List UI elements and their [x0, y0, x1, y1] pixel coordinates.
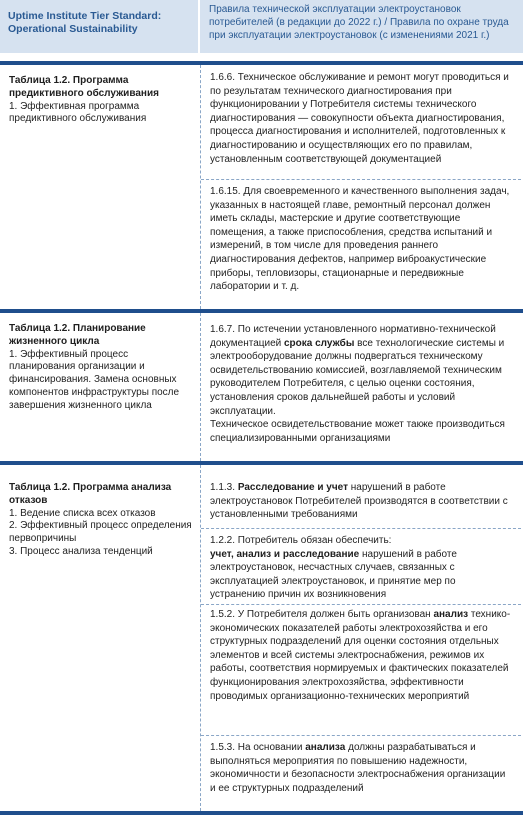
- row-title: Таблица 1.2. Планирование жизненного цикла: [9, 323, 146, 347]
- rule-cell: 1.6.6. Техническое обслуживание и ремонт могут проводиться и по результатам технического диагностирования при функционировании у Потребителя системы технического диагностирования — совокупности объекта диагностирования, процесса диагностирования и исполнителей, подготовленных к диагностированию и осуществляющих его по правилам, установленным соответствующей документацией: [210, 72, 509, 165]
- table-row: [0, 465, 523, 811]
- table-header: [0, 0, 523, 53]
- header-left: Uptime Institute Tier Standard: Operational Sustainability: [0, 0, 198, 53]
- row-left: [0, 465, 198, 559]
- list-item: 3. Процесс анализа тенденций: [9, 545, 153, 557]
- table-row: [0, 65, 523, 309]
- header-right: Правила технической эксплуатации электроустановок потребителей (в редакции до 2022 г.) / Правила по охране труда при эксплуатации электроустановок (с изменениями 2021 г.): [200, 0, 523, 53]
- list-item: 2. Эффективный процесс определения первопричины: [9, 520, 192, 545]
- row-title: Таблица 1.2. Программа предиктивного обслуживания: [9, 75, 159, 99]
- rule-cell: 1.6.7. По истечении установленного нормативно-технической документацией срока службы все технологические системы и электрооборудование должны подвергаться техническому освидетельствованию комиссией, возглавляемой техническим руководителем Потребителя, с целью оценки состояния, установления сроков дальнейшей работы и условий эксплуатации. Техническое освидетельствование может также производиться специализированными организациями: [210, 324, 505, 444]
- rule-cell: 1.2.2. Потребитель обязан обеспечить: учет, анализ и расследование нарушений в работе электроустановок, несчастных случаев, связанных с эксплуатацией электроустановок, и принятие мер по устранению причин их возникновения: [210, 535, 457, 601]
- row-divider: [0, 811, 523, 815]
- rule-cell: 1.6.15. Для своевременного и качественного выполнения задач, указанных в настоящей главе, ремонтный персонал должен иметь склады, мастерские и другие соответствующие помещения, а также приспособления, средства испытаний и измерений, в том числе для проведения раннего диагностирования дефектов, например виброакустические приборы, тепловизоры, стационарные и передвижные лаборатории и т. д.: [210, 186, 510, 293]
- list-item: 1. Эффективный процесс планирования организации и финансирования. Замена основных компонентов инфраструктуры после завершения жизненного цикла: [9, 348, 180, 411]
- row-left: [0, 313, 198, 413]
- row-title: Таблица 1.2. Программа анализа отказов: [9, 482, 172, 506]
- table-row: [0, 313, 523, 461]
- rule-cell: 1.5.3. На основании анализа должны разрабатываться и выполняться мероприятия по повышению надежности, экономичности и безопасности электроснабжения организации и ее структурных подразделений: [210, 742, 506, 794]
- list-item: 1. Ведение списка всех отказов: [9, 507, 156, 519]
- rule-cell: 1.5.2. У Потребителя должен быть организован анализ технико-экономических показателей работы электрохозяйства и его структурных подразделений для оценки состояния отдельных элементов и всей системы электроснабжения, режимов их работы, соответствия нормируемых и фактических показателей функционирования электрохозяйства, эффективности проводимых организационно-технических мероприятий: [210, 609, 511, 702]
- list-item: 1. Эффективная программа предиктивного обслуживания: [9, 100, 147, 125]
- rule-cell: 1.1.3. Расследование и учет нарушений в работе электроустановок Потребителей производятся в соответствии с установленными требованиями: [210, 482, 508, 521]
- row-left: [0, 65, 198, 126]
